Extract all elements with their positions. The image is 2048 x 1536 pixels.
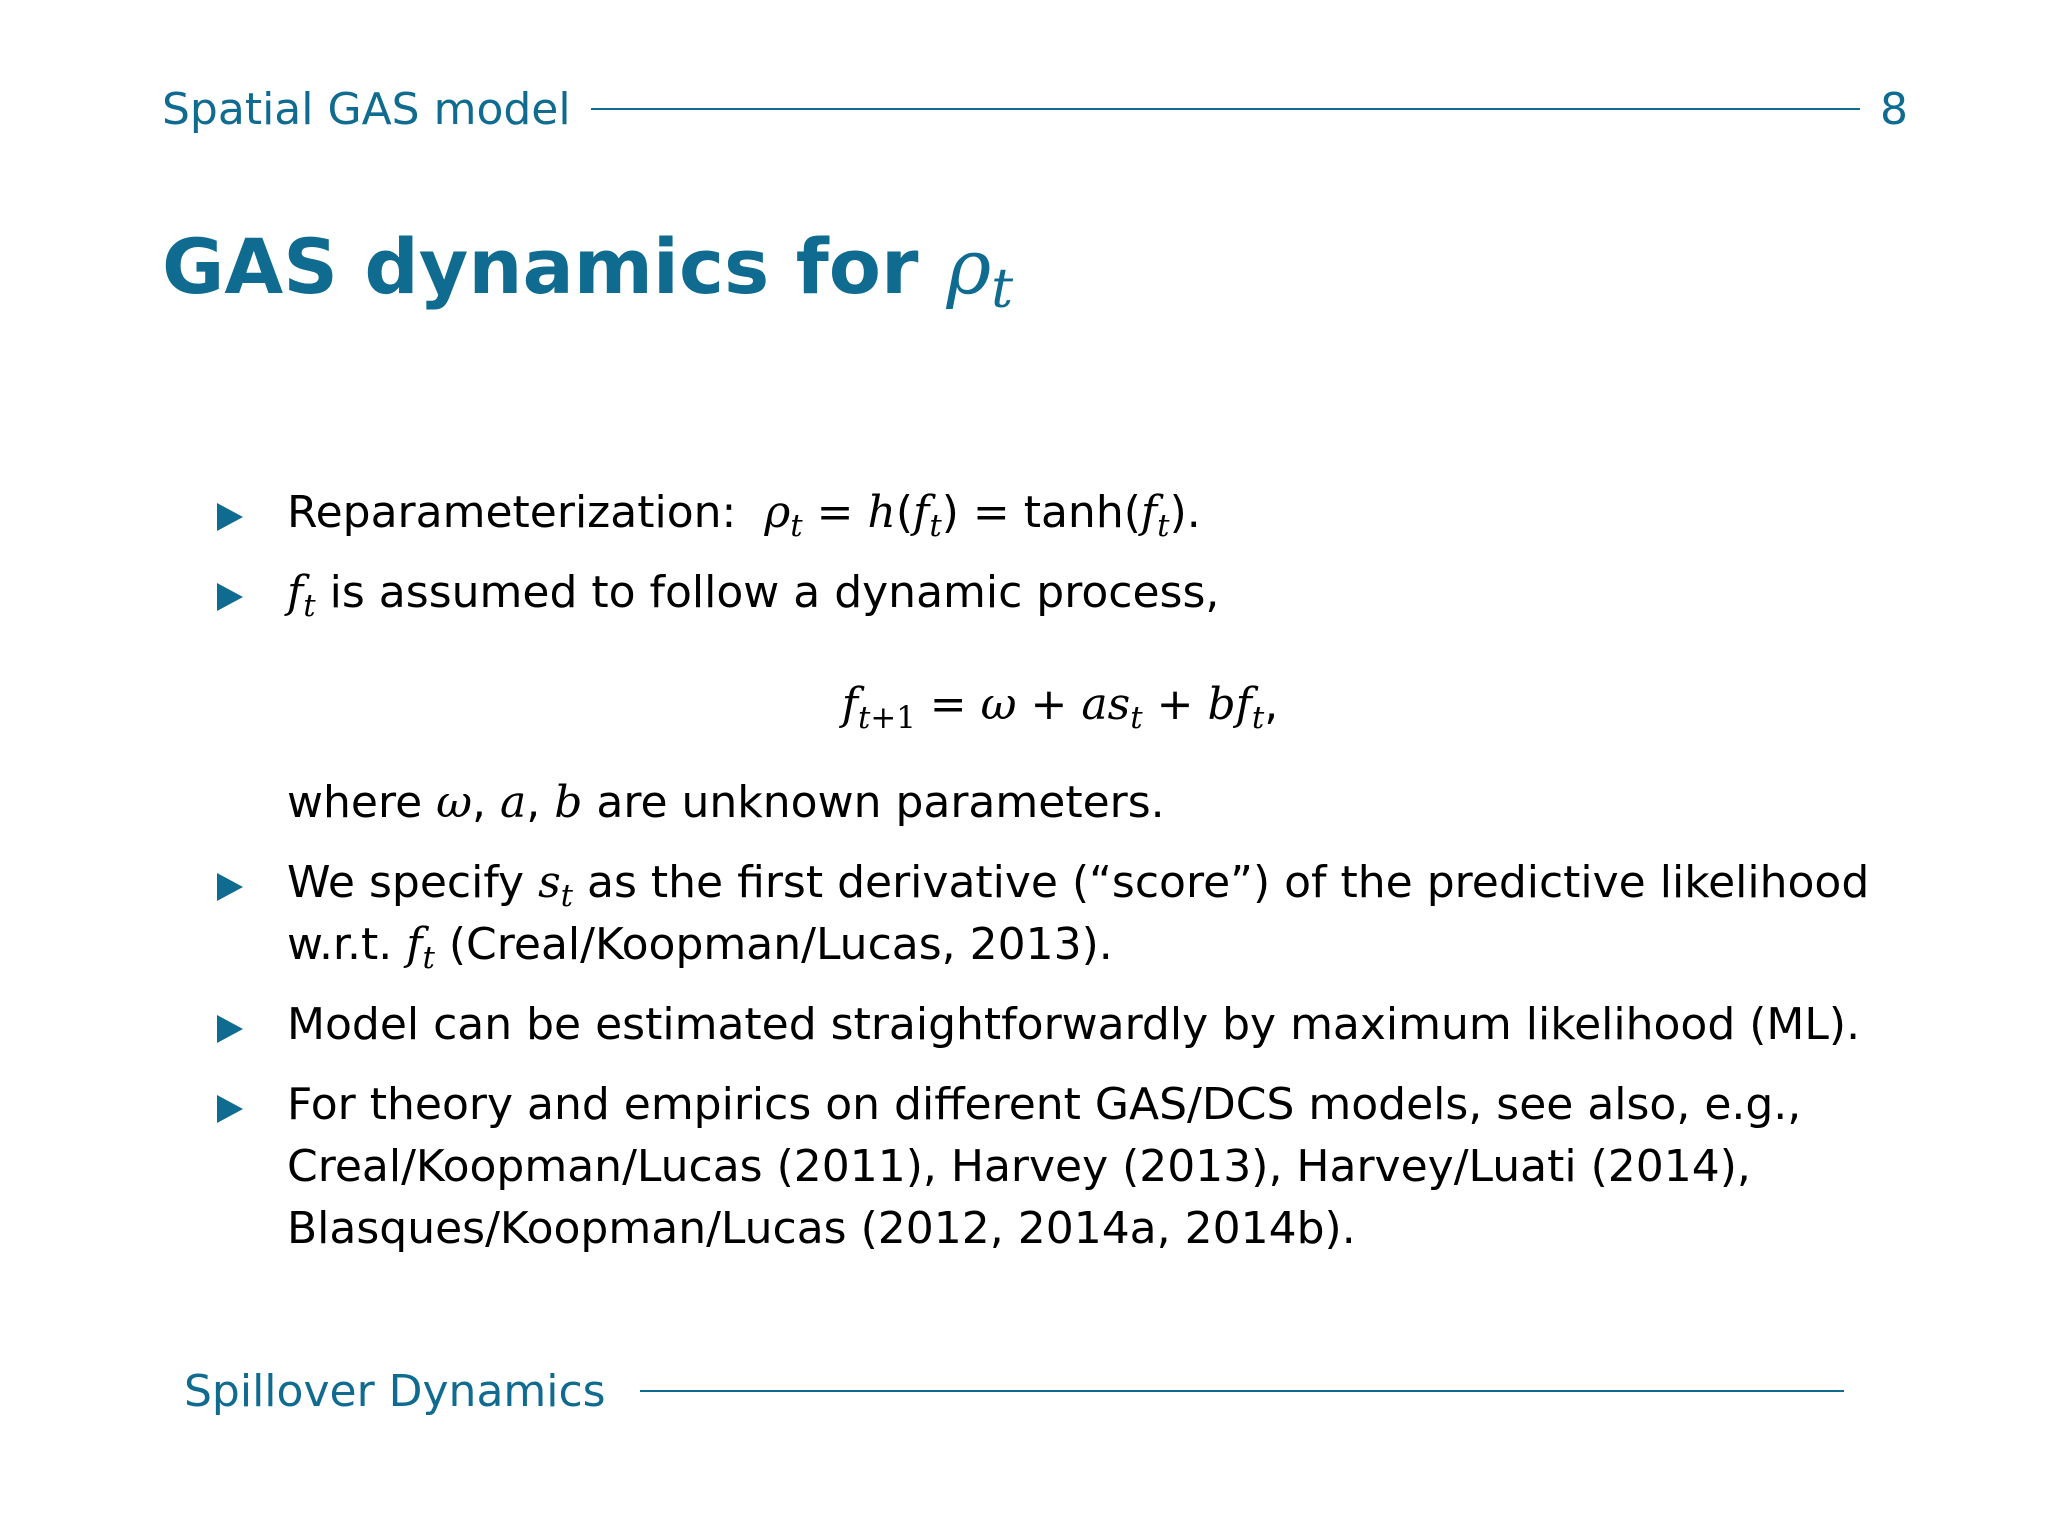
- bullet-item-4: [210, 994, 1910, 1056]
- bullet-triangle-icon: [217, 583, 243, 611]
- reparameterization-formula: $\rho_t = h(f_t) = \tanh(f_t)$.: [764, 487, 1201, 545]
- section-title: Spatial GAS model: [162, 83, 571, 135]
- footer-title: Spillover Dynamics: [184, 1365, 606, 1417]
- page-number: 8: [1880, 83, 1908, 135]
- equation-note: where ω, a, b are unknown parameters.: [287, 777, 1165, 828]
- footer-rule: [640, 1390, 1844, 1392]
- header-rule: [591, 108, 1860, 110]
- bullet-item-2: [210, 562, 1910, 624]
- bullet-triangle-icon: [217, 503, 243, 531]
- slide-title-symbol: $\rho_t$: [946, 222, 1014, 320]
- bullet-text: We specify $s_t$ as the first derivative (“score”) of the predictive likelihood w.r.t. $f_t$ (Creal/Koopman/Lucas, 2013).: [287, 857, 1870, 977]
- dynamic-process-equation: $f_{t+1} = \omega + as_t + bf_t$,: [841, 679, 1279, 737]
- bullet-item-5: [210, 1074, 1910, 1260]
- bullet-triangle-icon: [217, 873, 243, 901]
- slide-header: [162, 74, 1908, 144]
- bullet-triangle-icon: [217, 1095, 243, 1123]
- slide-content: [210, 482, 1910, 1278]
- bullet-item-3: [210, 852, 1910, 976]
- bullet-text: Model can be estimated straightforwardly by maximum likelihood (ML).: [287, 999, 1861, 1050]
- bullet-text: $f_t$ is assumed to follow a dynamic process,: [287, 567, 1220, 625]
- slide-title-text: GAS dynamics for: [162, 222, 919, 311]
- bullet-label: Reparameterization:: [287, 487, 737, 538]
- bullet-text: For theory and empirics on different GAS/DCS models, see also, e.g., Creal/Koopman/Lucas (2011), Harvey (2013), Harvey/Luati (2014), Blasques/Koopman/Lucas (2012, 2014a, 2014b).: [287, 1079, 1802, 1254]
- slide-footer: [184, 1356, 1844, 1426]
- slide-title: [162, 222, 1014, 320]
- bullet-triangle-icon: [217, 1015, 243, 1043]
- bullet-item-1: [210, 482, 1910, 544]
